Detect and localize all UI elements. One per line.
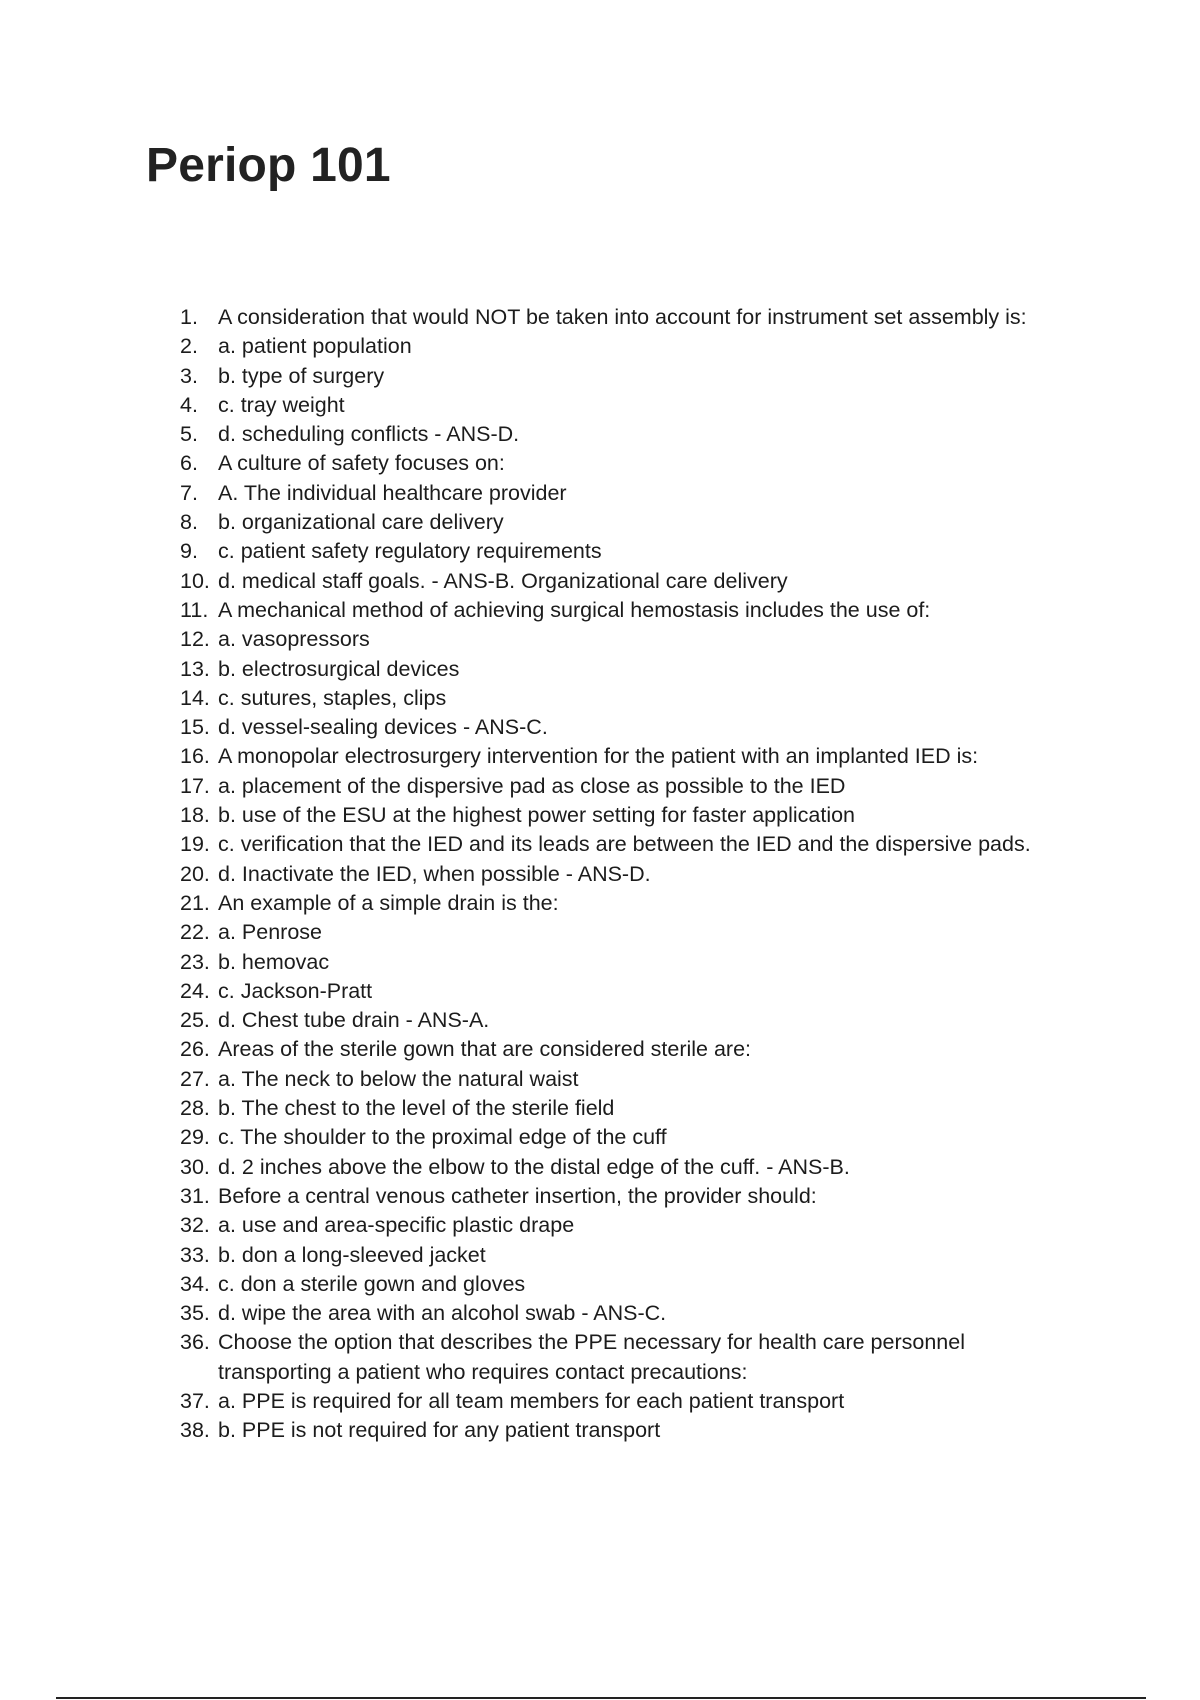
list-item	[180, 625, 1080, 654]
item-number: 33.	[180, 1242, 210, 1267]
item-number: 8.	[180, 510, 198, 535]
item-text: a. The neck to below the natural waist	[218, 1066, 579, 1091]
item-number: 35.	[180, 1301, 210, 1326]
list-item	[180, 508, 1080, 537]
item-text: An example of a simple drain is the:	[218, 890, 559, 915]
item-text: d. 2 inches above the elbow to the distal edge of the cuff. - ANS-B.	[218, 1154, 850, 1179]
item-text: A. The individual healthcare provider	[218, 480, 567, 505]
list-item	[180, 1182, 1080, 1211]
footer-divider	[56, 1697, 1146, 1699]
item-text: c. The shoulder to the proximal edge of the cuff	[218, 1125, 667, 1150]
item-text: d. Chest tube drain - ANS-A.	[218, 1008, 490, 1033]
item-text: a. vasopressors	[218, 627, 370, 652]
item-text: A mechanical method of achieving surgical hemostasis includes the use of:	[218, 597, 931, 622]
item-text: a. PPE is required for all team members for each patient transport	[218, 1388, 845, 1413]
item-number: 30.	[180, 1154, 210, 1179]
item-number: 36.	[180, 1330, 210, 1355]
item-number: 4.	[180, 392, 198, 417]
item-text: d. Inactivate the IED, when possible - ANS-D.	[218, 861, 651, 886]
list-item	[180, 1035, 1080, 1064]
list-item	[180, 1211, 1080, 1240]
list-item	[180, 567, 1080, 596]
item-text: c. don a sterile gown and gloves	[218, 1271, 526, 1296]
item-text: A culture of safety focuses on:	[218, 451, 505, 476]
item-number: 19.	[180, 832, 210, 857]
item-number: 2.	[180, 334, 198, 359]
item-text: b. The chest to the level of the sterile field	[218, 1096, 615, 1121]
list-item	[180, 684, 1080, 713]
list-item	[180, 1299, 1080, 1328]
item-number: 16.	[180, 744, 210, 769]
list-item	[180, 449, 1080, 478]
item-text: Choose the option that describes the PPE necessary for health care personnel transporting a patient who requires contact precautions:	[218, 1330, 965, 1384]
list-item	[180, 772, 1080, 801]
list-item	[180, 948, 1080, 977]
item-number: 31.	[180, 1183, 210, 1208]
item-text: c. patient safety regulatory requirements	[218, 539, 602, 564]
list-item	[180, 537, 1080, 566]
item-text: b. type of surgery	[218, 363, 385, 388]
item-number: 37.	[180, 1388, 210, 1413]
item-number: 32.	[180, 1213, 210, 1238]
item-text: b. organizational care delivery	[218, 510, 504, 535]
item-text: b. electrosurgical devices	[218, 656, 460, 681]
item-number: 9.	[180, 539, 198, 564]
item-number: 17.	[180, 773, 210, 798]
item-text: b. use of the ESU at the highest power setting for faster application	[218, 803, 856, 828]
item-number: 26.	[180, 1037, 210, 1062]
list-item	[180, 1153, 1080, 1182]
item-number: 21.	[180, 890, 210, 915]
item-text: d. medical staff goals. - ANS-B. Organizational care delivery	[218, 568, 788, 593]
list-item	[180, 860, 1080, 889]
list-item	[180, 713, 1080, 742]
list-item	[180, 1065, 1080, 1094]
list-item	[180, 332, 1080, 361]
item-text: d. scheduling conflicts - ANS-D.	[218, 422, 520, 447]
item-text: Areas of the sterile gown that are considered sterile are:	[218, 1037, 752, 1062]
item-text: b. don a long-sleeved jacket	[218, 1242, 486, 1267]
item-number: 23.	[180, 949, 210, 974]
list-item	[180, 977, 1080, 1006]
list-item	[180, 1123, 1080, 1152]
list-item	[180, 362, 1080, 391]
item-number: 25.	[180, 1008, 210, 1033]
list-item	[180, 479, 1080, 508]
list-item	[180, 420, 1080, 449]
list-item	[180, 1094, 1080, 1123]
list-item	[180, 391, 1080, 420]
list-item	[180, 1387, 1080, 1416]
item-number: 11.	[180, 597, 209, 622]
list-item	[180, 1241, 1080, 1270]
item-number: 5.	[180, 422, 198, 447]
item-text: d. wipe the area with an alcohol swab - ANS-C.	[218, 1301, 667, 1326]
item-number: 18.	[180, 803, 210, 828]
item-number: 28.	[180, 1096, 210, 1121]
list-item	[180, 655, 1080, 684]
item-text: a. use and area-specific plastic drape	[218, 1213, 575, 1238]
item-text: Before a central venous catheter insertion, the provider should:	[218, 1183, 817, 1208]
list-item	[180, 918, 1080, 947]
item-number: 1.	[180, 305, 198, 329]
item-number: 22.	[180, 920, 210, 945]
question-list	[180, 303, 1080, 1446]
list-item	[180, 1328, 1080, 1387]
item-text: A monopolar electrosurgery intervention for the patient with an implanted IED is:	[218, 744, 979, 769]
item-number: 6.	[180, 451, 198, 476]
item-number: 3.	[180, 363, 198, 388]
item-number: 27.	[180, 1066, 210, 1091]
item-number: 34.	[180, 1271, 210, 1296]
item-number: 12.	[180, 627, 210, 652]
item-number: 13.	[180, 656, 210, 681]
list-item	[180, 801, 1080, 830]
list-item	[180, 742, 1080, 771]
item-number: 24.	[180, 978, 210, 1003]
item-text: d. vessel-sealing devices - ANS-C.	[218, 715, 548, 740]
page-title: Periop 101	[146, 139, 391, 192]
item-number: 7.	[180, 480, 198, 505]
list-item	[180, 1006, 1080, 1035]
item-text: a. Penrose	[218, 920, 322, 945]
list-item	[180, 1416, 1080, 1445]
list-item	[180, 1270, 1080, 1299]
list-item	[180, 830, 1080, 859]
item-text: c. Jackson-Pratt	[218, 978, 373, 1003]
item-number: 15.	[180, 715, 210, 740]
item-number: 10.	[180, 568, 210, 593]
item-number: 14.	[180, 685, 210, 710]
item-text: b. PPE is not required for any patient transport	[218, 1418, 661, 1443]
item-number: 29.	[180, 1125, 210, 1150]
item-text: a. placement of the dispersive pad as close as possible to the IED	[218, 773, 846, 798]
item-text: b. hemovac	[218, 949, 330, 974]
item-text: c. tray weight	[218, 392, 345, 417]
item-text: A consideration that would NOT be taken into account for instrument set assembly is:	[218, 305, 1027, 329]
list-item	[180, 596, 1080, 625]
item-number: 20.	[180, 861, 210, 886]
list-item	[180, 889, 1080, 918]
item-text: c. verification that the IED and its leads are between the IED and the dispersive pads.	[218, 832, 1031, 857]
list-item	[180, 303, 1080, 332]
item-number: 38.	[180, 1418, 210, 1443]
item-text: a. patient population	[218, 334, 412, 359]
item-text: c. sutures, staples, clips	[218, 685, 447, 710]
